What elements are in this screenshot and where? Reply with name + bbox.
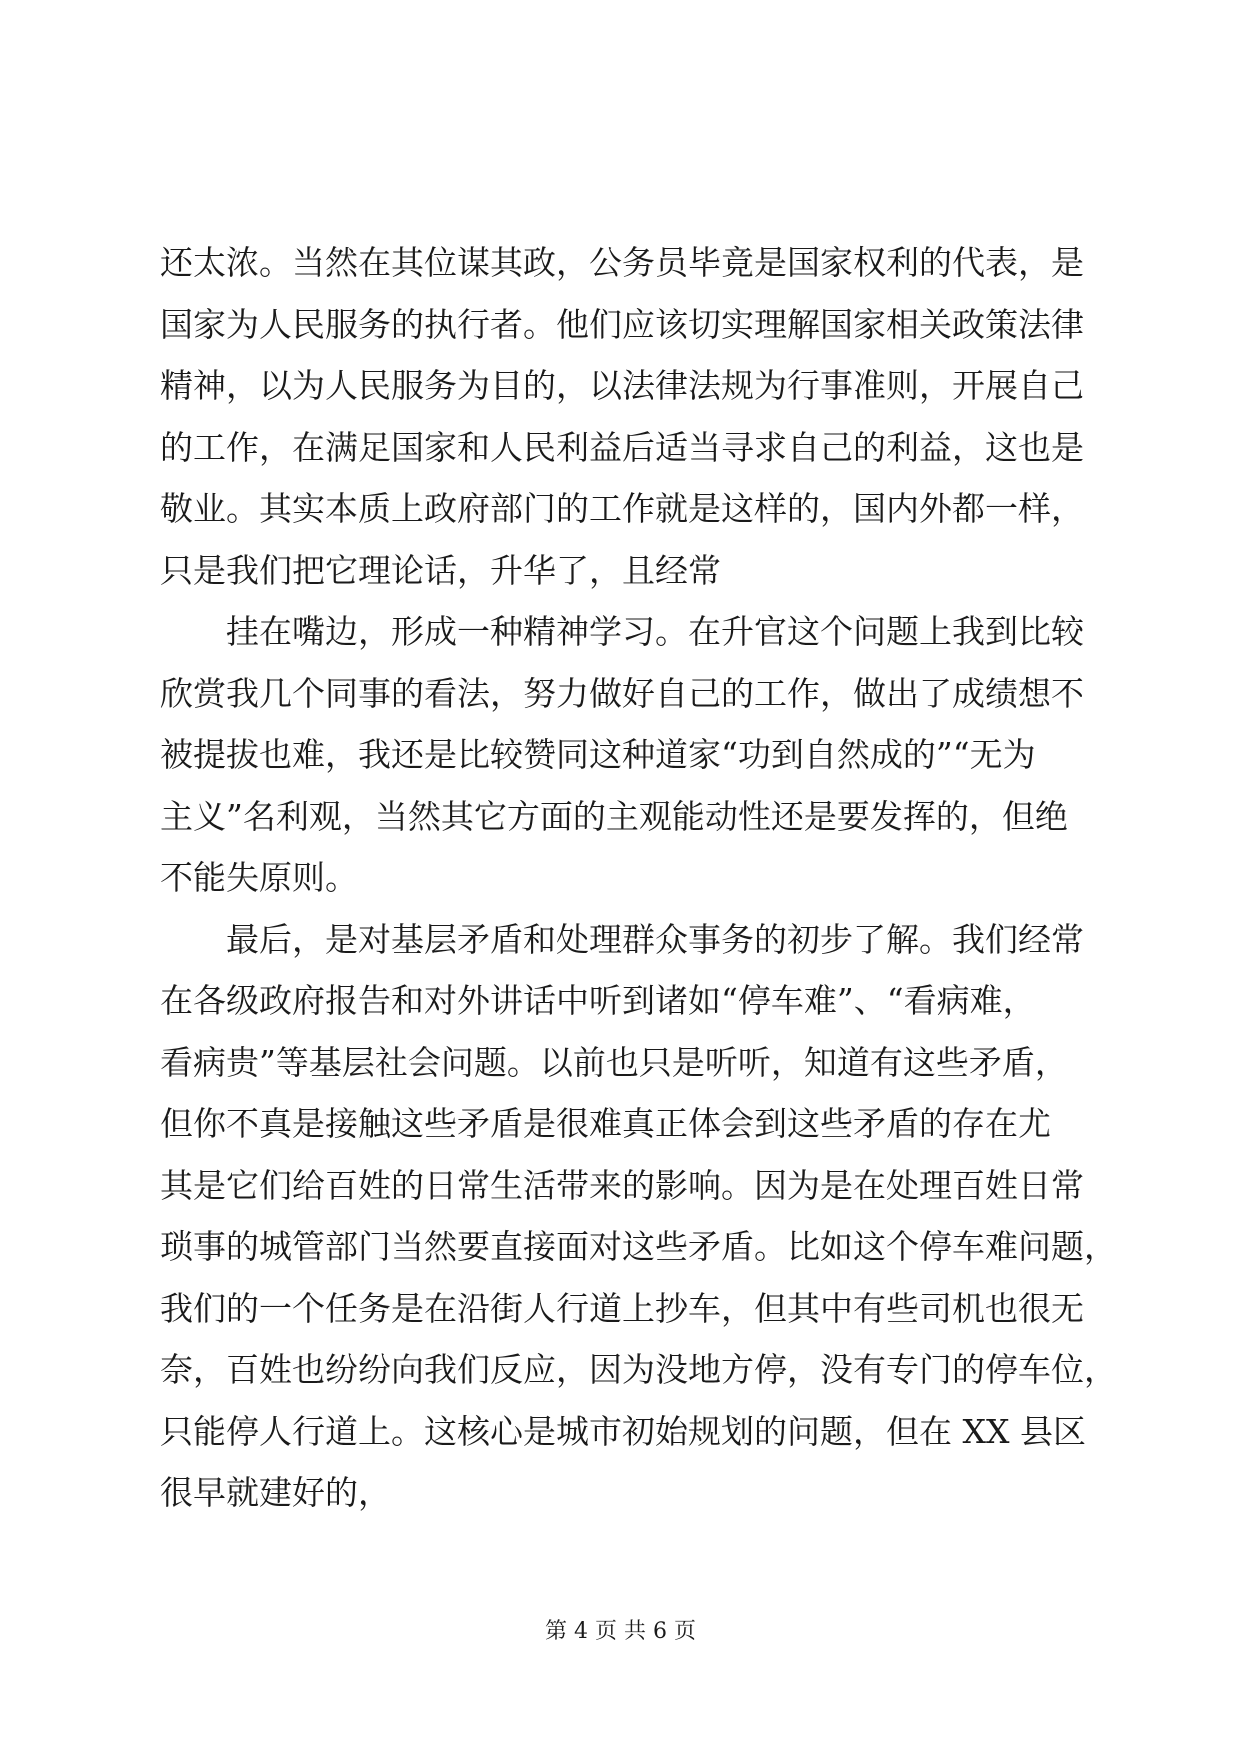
text-line: 的工作，在满足国家和人民利益后适当寻求自己的利益，这也是 (160, 427, 1084, 467)
text-line: 看病贵”等基层社会问题。以前也只是听听，知道有这些矛盾， (160, 1042, 1068, 1082)
text-line: 主义”名利观，当然其它方面的主观能动性还是要发挥的，但绝 (160, 796, 1068, 836)
page-footer: 第 4 页 共 6 页 (545, 1619, 696, 1644)
text-line: 我们的一个任务是在沿街人行道上抄车，但其中有些司机也很无 (160, 1288, 1084, 1328)
text-line: 奈，百姓也纷纷向我们反应，因为没地方停，没有专门的停车位， (160, 1350, 1117, 1389)
text-line: 最后，是对基层矛盾和处理群众事务的初步了解。我们经常 (160, 919, 1084, 959)
text-line: 在各级政府报告和对外讲话中听到诸如“停车难”、“看病难， (160, 981, 1036, 1020)
text-line: 不能失原则。 (160, 858, 358, 897)
text-line: 其是它们给百姓的日常生活带来的影响。因为是在处理百姓日常 (160, 1165, 1084, 1205)
text-line: 国家为人民服务的执行者。他们应该切实理解国家相关政策法律 (160, 304, 1084, 344)
text-line: 很早就建好的， (160, 1473, 391, 1512)
text-line: 挂在嘴边，形成一种精神学习。在升官这个问题上我到比较 (160, 612, 1084, 651)
text-line: 欣赏我几个同事的看法，努力做好自己的工作，做出了成绩想不 (160, 673, 1084, 713)
text-line: 琐事的城管部门当然要直接面对这些矛盾。比如这个停车难问题， (160, 1227, 1117, 1266)
text-line: 只是我们把它理论话，升华了，且经常 (160, 550, 721, 590)
text-line: 还太浓。当然在其位谋其政，公务员毕竟是国家权利的代表，是 (160, 243, 1084, 282)
text-line: 精神，以为人民服务为目的，以法律法规为行事准则，开展自己 (160, 366, 1084, 405)
text-line: 但你不真是接触这些矛盾是很难真正体会到这些矛盾的存在尤 (160, 1104, 1051, 1143)
text-line: 敬业。其实本质上政府部门的工作就是这样的，国内外都一样， (160, 489, 1084, 528)
text-line: 只能停人行道上。这核心是城市初始规划的问题，但在 XX 县区 (160, 1411, 1086, 1451)
text-line: 被提拔也难，我还是比较赞同这种道家“功到自然成的”“无为 (160, 735, 1036, 774)
body-text (160, 232, 1117, 1524)
